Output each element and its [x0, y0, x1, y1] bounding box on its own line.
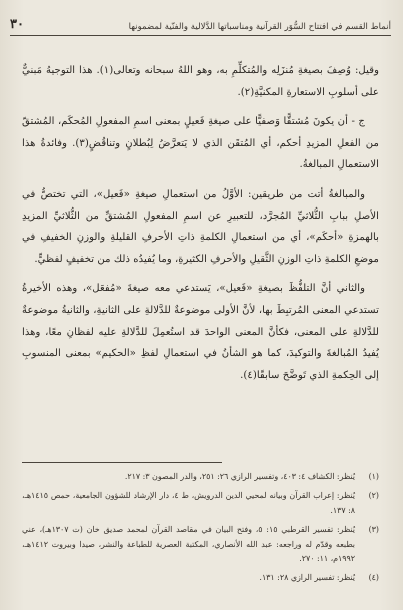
footnote — [22, 571, 379, 585]
paragraph: وقيل: وُصِفَ بصيغةِ مُنزَلِه والمُتكلِّمِ به، وهو اللهُ سبحانه وتعالى(١). هذا التوجيهُ مَبنيٌّ على أسلوبِ الاستعارةِ المكنيَّةِ(٢). — [22, 65, 379, 98]
footnote — [22, 489, 379, 518]
footnote-text: يُنظر: تفسير الرازي ٢٨: ١٣١. — [259, 573, 355, 583]
footnote-separator — [22, 462, 222, 463]
footnote-number: (١) — [368, 472, 379, 481]
footnote-text: يُنظر: إعراب القرآن وبيانه لمحيي الدين الدرويش، ط ٤، دار الإرشاد للشؤون الجامعية، حمص ١٤١٥هـ، ٨: ١٣٧. — [22, 491, 355, 515]
running-header — [10, 10, 391, 36]
footnote — [22, 470, 379, 484]
footnote-number: (٤) — [368, 573, 379, 583]
running-title: أنماط القسم في افتتاح السُّوَر القرآنية ومناسباتها الدَّلالية والفنّية لمضمونها — [128, 22, 391, 32]
footnote-text: يُنظر: الكشاف ٤: ٤٠٣، وتفسير الرازي ٢٦: ٢٥١، والدر المصون ٣: ٢١٧. — [124, 472, 355, 481]
main-text — [22, 60, 379, 394]
paragraph: ج - أن يكونَ مُشتقًّا وَصفيًّا على صيغةِ فَعيلٍ بمعنى اسمِ المفعولِ المُحكَم، المُشتقّ من الفعلِ المزيدِ أحكم، أي المُتقَن الذي لا يَتعرَّضُ لِبُطلانٍ وتناقُضٍ(٣). وفائدةُ هذا الاستعمالِ المبالغةُ. — [22, 116, 379, 171]
footnote-number: (٢) — [368, 491, 379, 501]
paragraph: والثاني أنَّ التلفُّظَ بصيغةِ «فَعيل»، يَستدعي معه صيغةَ «مُفعَل»، وهذه الأخيرةُ تستدعي المعنى المُرتبِطَ بها، لأنَّ الأولى موضوعةٌ للدَّلالةِ على الثانيةِ، والثانيةُ موضوعةٌ للدَّلالةِ على المعنى، فكأنَّ المعنى الواحدَ قد استُعمِلَ للدَّلالةِ عليه لفظانِ معًا، وهذا يُفيدُ المُبالغةَ والتوكيدَ، كما هو الشأنُ في استعمالِ لفظِ «الحكيم» بمعنى المنسوبِ إلى الحِكمةِ الذي تَوضَّحَ سابقًا(٤). — [22, 283, 379, 381]
footnote-number: (٣) — [368, 525, 379, 535]
footnote — [22, 523, 379, 566]
paragraph: والمبالغةُ أتت من طريقين: الأوَّلُ من استعمالِ صيغةِ «فَعيل»، التي تختصُّ في الأصلِ ببابِ الثُّلاثيِّ المُجرَّد، للتعبيرِ عن اسمِ المفعولِ المُشتقِّ من الثُّلاثيِّ المزيدِ بالهمزةِ «أحكَم»، أي من استعمالِ الكلمةِ ذاتِ الأحرفِ القليلةِ والوزنِ الخفيفِ في موضعِ الكلمةِ ذاتِ الوزنِ الثَّقيلِ والأحرفِ الكثيرةِ، وما يُفيدُه ذلك من تخفيفٍ لفظيٍّ. — [22, 188, 379, 265]
page-number: ٣٠ — [10, 17, 24, 32]
footnote-text: يُنظر: تفسير القرطبي ١٥: ٥، وفتح البيان في مقاصد القرآن لمحمد صديق خان (ت ١٣٠٧هـ)، عني بطبعه وقدّم له وراجعه: عبد الله الأنصاري، المكتبة العصرية للطباعة والنشر، صيدا وبيروت ١٤١٢هـ، ١٩٩٢م، ١١: ٢٧٠. — [22, 525, 355, 564]
footnotes — [22, 470, 379, 591]
